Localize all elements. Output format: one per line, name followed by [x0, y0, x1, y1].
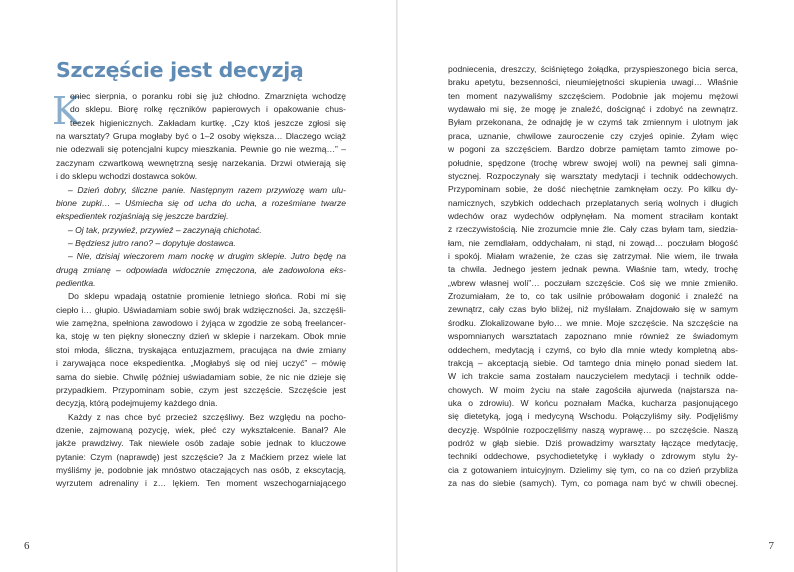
text-line: namicznych, szybkich oddechach przeplatanych serią wolnych i długich	[448, 197, 738, 208]
text-line: ten moment nazywaliśmy szczęściem. Podobnie jak mojemu mężowi	[448, 90, 738, 101]
text-line: Każdy z nas chce być przecież szczęśliwy. Bez względu na pocho-	[68, 411, 346, 422]
text-line: ta chwila. Jednego jestem jednak pewna. Właśnie tam, wtedy, trochę	[448, 264, 738, 275]
text-line: nie odezwali się potencjalni kupcy mieszkania. Pewnie go nie wezmą…” –	[56, 144, 346, 155]
text-line: bione zupki… – Uśmiecha się od ucha do ucha, a roześmiane twarze	[56, 197, 346, 208]
text-line: pedientka.	[56, 278, 96, 289]
text-line: stoi młoda, śliczna, tryskająca entuzjazmem, pracująca na dwie zmiany	[56, 344, 346, 355]
text-line: się dietetyką, jogą i medycyną Wschodu. Połączyliśmy siły. Podjęliśmy	[448, 411, 738, 422]
text-line: – Będziesz jutro rano? – dopytuje dostawca.	[68, 237, 236, 248]
text-line: i zarywająca noce ekspedientka. „Mogłabyś się od niej uczyć” – mówię	[56, 358, 346, 369]
text-line: na warsztaty? Grupa mogłaby być o 1–2 osoby większa… Dlaczego wciąż	[56, 131, 346, 142]
text-line: wie zamężna, spełniona zawodowo i żyjąca w zgodzie ze sobą freelancer-	[56, 318, 346, 329]
text-line: Zrozumiałam, że to, co tak usilnie próbowałam dogonić i znaleźć na	[448, 291, 738, 302]
text-line: trakcją – akceptacją siebie. Od tamtego dnia minęło ponad siedem lat.	[448, 357, 738, 368]
right-text-column	[448, 63, 738, 491]
text-line: sama do siebie. Chwilę później uświadamiam sobie, że nic nie dzieje się	[56, 371, 346, 382]
text-line: ka, stoję w ten piękny słoneczny dzień w sklepie i narzekam. Obok mnie	[56, 331, 346, 342]
text-line: i spokój. Miałam wrażenie, że czas się zatrzymał. Nie wiem, ile trwała	[448, 251, 738, 262]
text-line: „wbrew własnej woli”… poczułam szczęście. Coś się we mnie zmieniło.	[448, 277, 738, 288]
text-line: południe, spędzone (trochę wbrew swojej woli) na pewnej sali gimna-	[448, 157, 738, 168]
text-line: łam, nie zemdlałam, oddychałam, ni stąd, ni zowąd… poczułam błogość	[448, 237, 738, 248]
text-line: ciepło i… głupio. Uświadamiam sobie swój brak wdzięczności. Ja, szczęśli-	[56, 304, 346, 315]
text-line: uka o zdrowiu). W końcu poznałam Maćka, kucharza pasjonującego	[448, 397, 738, 408]
text-line: Byłam przekonana, że odnajdę je w czymś tak zmiennym i ulotnym jak	[448, 117, 738, 128]
text-line: decyzją, którą podejmujemy każdego dnia.	[56, 398, 218, 409]
text-line: oniec sierpnia, o poranku robi się już chłodno. Zmarznięta wchodzę	[70, 91, 346, 101]
text-line: techniki oddechowe, psychodietetykę i wykłady o zdrowym stylu ży-	[448, 451, 738, 462]
text-line: dzenie, zajmowaną pozycję, wiek, płeć czy wykształcenie. Banał? Ale	[56, 424, 346, 435]
text-line: braku apetytu, bezsenności, nieumiejętności skupienia uwagi… Właśnie	[448, 77, 738, 88]
text-line: Do sklepu wpadają ostatnie promienie letniego słońca. Robi mi się	[68, 291, 346, 302]
text-line: do sklepu. Biorę rolkę ręczników papierowych i opakowanie chus-	[70, 104, 346, 115]
text-line: stycznej. Rozpoczynały się warsztaty medytacji i technik oddechowych.	[448, 170, 738, 181]
text-line: cia z gotowaniem intuicyjnym. Dzielimy się tym, co na co dzień przybliża	[448, 464, 738, 475]
chapter-title: Szczęście jest decyzją	[56, 58, 304, 82]
text-line: decyzję. Wspólnie rozpoczęliśmy naszą wyprawę… po szczęście. Naszą	[448, 424, 738, 435]
text-line: praca, uznanie, chwilowe zauroczenie czy czyjeś opinie. Żyłam więc	[448, 130, 738, 141]
text-line: przypadkiem. Przypominam sobie, czym jest szczęście. Szczęście jest	[56, 384, 346, 395]
text-line: – Nie, dzisiaj wieczorem mam nockę w drugim sklepie. Jutro będę na	[68, 251, 346, 262]
right-page	[398, 0, 794, 572]
page-number-right: 7	[768, 540, 774, 552]
text-line: pytanie: Czym (naprawdę) jest szczęście? Ja z Maćkiem przez wiele lat	[56, 451, 346, 462]
text-line: myśliśmy je, podobnie jak mnóstwo otaczających nas osób, z ekscytacją,	[56, 465, 346, 476]
text-line: W ich trakcie sama zostałam nauczycielem medytacji i technik odde-	[448, 371, 738, 382]
text-line: – Dzień dobry, śliczne panie. Następnym razem przywiozę wam ulu-	[68, 184, 346, 195]
text-line: wdechów oraz wydechów odpłynęłam. Na moment straciłam kontakt	[448, 210, 738, 221]
text-line: wspomnianych warsztatach zapoznano mnie również ze świadomym	[448, 331, 738, 342]
text-line: za nas do siebie (samych). Tym, co pomaga nam być w chwili obecnej.	[448, 478, 738, 489]
text-line: Przypominam sobie, że dość niechętnie zamknęłam oczy. Po kilku dy-	[448, 184, 738, 195]
text-line: zaczynam czwartkową wewnętrzną sesję narzekania. Drzwi otwierają się	[56, 157, 346, 168]
left-text-column	[56, 90, 346, 491]
text-line: oddechem, medytacją i czymś, co było dla mnie wtedy kompletną abs-	[448, 344, 738, 355]
text-line: ekspedientek rozjaśniają się jeszcze bardziej.	[56, 211, 229, 222]
text-line: drugą zmianę – odpowiada widocznie zmęczona, ale zadowolona eks-	[56, 264, 346, 275]
drop-cap: K	[52, 89, 81, 133]
text-line: wydawało mi się, że mogę je znaleźć, doścignąć i zdobyć na zewnątrz.	[448, 104, 738, 115]
text-line: podniecenia, dreszczy, ściśniętego żołądka, przyspieszonego bicia serca,	[448, 64, 738, 74]
text-line: chowych. W moim życiu na stałe zagościła ajurweda (najstarsza na-	[448, 384, 738, 395]
text-line: podróż w głąb siebie. Dziś prowadzimy warsztaty łączące medytację,	[448, 438, 738, 449]
left-page	[0, 0, 396, 572]
text-line: teczek higienicznych. Zakładam kurtkę. „Czy ktoś jeszcze zgłosi się	[70, 117, 346, 128]
text-line: w pogoni za szczęściem. Bardzo dobrze pamiętam tamto zimowe po-	[448, 144, 738, 155]
page-number-left: 6	[24, 540, 30, 552]
text-line: zewnątrz, cały czas było bliżej, niż myślałam. Znajdowało się w samym	[448, 304, 738, 315]
text-line: z rzeczywistością. Nie zrozumcie mnie źle. Cały czas byłam tam, siedzia-	[448, 224, 738, 235]
text-line: wyrzutem adrenaliny i z… lękiem. Ten moment wszechogarniającego	[56, 478, 346, 489]
text-line: jakże prawdziwy. Tak niewiele osób zadaje sobie jednak to kluczowe	[56, 438, 346, 449]
text-line: środku. Zlokalizowane było… we mnie. Moje szczęście. Na szczęście na	[448, 317, 738, 328]
text-line: i do sklepu wchodzi dostawca soków.	[56, 171, 198, 182]
text-line: – Oj tak, przywieź, przywieź – zaczynają chichotać.	[68, 224, 262, 235]
